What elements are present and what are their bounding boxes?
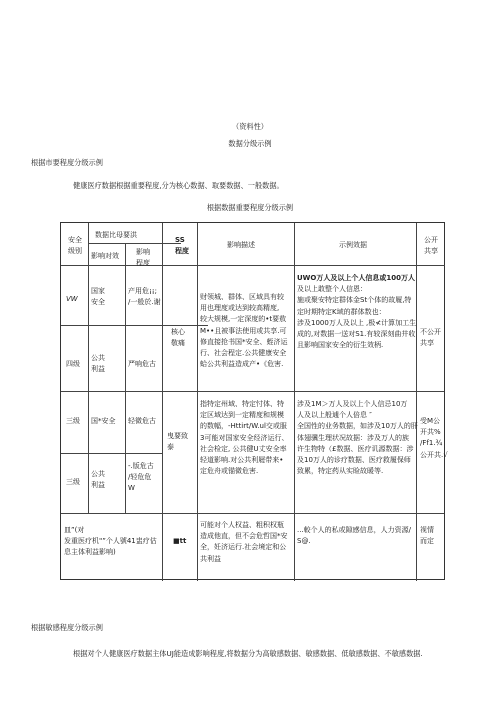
row3-level: 三级 — [66, 417, 80, 425]
row4-object: 公共 利益 — [91, 470, 105, 490]
row2-degree: 严响危古 — [128, 360, 156, 368]
row4-degree: -.版危古 /轻危危 W — [128, 462, 154, 493]
col-divider-2 — [125, 243, 126, 513]
appendix-title: 数据分级示例 — [228, 139, 272, 148]
header-bottom-line — [61, 265, 445, 266]
row1-object: 国家 安全 — [91, 287, 105, 307]
row1-degree: 产用危¡¡; /一般於.谢 — [128, 287, 161, 307]
header-subdivider — [88, 243, 181, 244]
row-divider-4 — [61, 513, 444, 514]
importance-core: 核心 敬痛 — [171, 328, 185, 348]
header-impact-description: 影响描述 — [227, 241, 255, 249]
section1-heading: 根据市要程度分级示例 — [31, 158, 103, 167]
row-divider-1 — [61, 325, 208, 326]
section2-paragraph: 根据对个人健康医疗数据主体UJ能造成影响程度,将数据分为高敏感数据、敏感数据、低敏感数据、不敏感数据. — [73, 649, 423, 658]
share-core: 不公开 共享 — [420, 328, 441, 348]
row3-degree: 轻微危古 — [128, 417, 156, 425]
impact-important: 指特定州域、特定忖体、特 定区域达到一定精度和规模 的数幅，-Httirt/W.ul交或服 3可能对国家安全经济运行、 社会检定, 公共健U丈安全率 轻道影响.对公共利屣带来• 定危舟或锚微危害. — [200, 400, 289, 476]
appendix-caption: （资料性） — [232, 122, 268, 131]
col-divider-4 — [197, 223, 198, 581]
impact-core: 财领城、群体、区域具有较 用也理度或达到较高精度, 较大规模,一定深度的•t要敖 M••且被事法使用或共享.可 修直接抢书国*安全、蛭济运 行、社会程定.公共健康安全 蛤公共利益造成产•《危害. — [200, 293, 288, 369]
section1-paragraph: 健康医疗数据根据重要程度,分为核心数据、取要数据、一般数据。 — [73, 181, 284, 190]
importance-table — [60, 222, 448, 580]
section2-heading: 根据敏感程度分级示例 — [31, 623, 103, 632]
row1-level: VW — [66, 295, 78, 303]
row2-object: 公共 利益 — [91, 354, 105, 374]
col-divider-3 — [162, 223, 163, 581]
example-core: UWO万人及以上个人信息或100万人 及以上敢整个人信恩： 施或聚安特定群体金St个体的故履,特 定时期特定K域的群体数也： 涉及1000万人及以上 ,极≮计算加工生 成的,对数据一送对S1.有较深刻曲井收 且影响国家安全的衍生效柄. — [297, 274, 417, 350]
header-ss-degree: SS 程度 — [175, 236, 189, 256]
col-divider-5 — [294, 223, 295, 581]
row3-object: 国*安全 — [91, 417, 116, 425]
share-general: 视情 而定 — [420, 526, 434, 546]
table-title: 根据数据重要程度分级示例 — [206, 203, 294, 212]
importance-general: ■tt — [173, 537, 187, 545]
header-impact-degree: 影响 程度 — [136, 248, 150, 268]
row5-description: 皿”(对 发重医疗机"”个人號41盅疗估 息主体利益影响) — [64, 526, 157, 557]
impact-general: 可能对个人权益、粗积权瓶 造成他直，但不会危哲国*安 全，妊济运行.社会境定和公 共利益 — [200, 521, 288, 563]
header-impact-object: 影响对效 — [91, 252, 119, 260]
example-general: ...較个人的私或隙感信息，人力资源/ S@. — [297, 526, 412, 546]
row-divider-2 — [61, 391, 444, 392]
example-important: 涉及1M＞万人及以上个人信忌10万 人及以上般逋个人倍息 ″ 全国性的业务数据，如涉及10万人的肝 体翅骥生理状况故据：涉及万人的族 许生物特（£数据、医疗讥源数据：涉 及10万人的诊疗数据、医疗救履保师 致累，特定药从实睑故暖等. — [297, 400, 418, 476]
header-security-level: 安全 级别 — [68, 236, 82, 256]
share-important: 受M公 开共% /Ff1.¾ 公开共.√ — [420, 417, 448, 459]
row2-level: 四级 — [66, 360, 80, 368]
row-divider-3 — [61, 453, 162, 454]
importance-important: 曳要致 泰 — [167, 432, 188, 452]
header-public-share: 公开 共享 — [424, 236, 438, 256]
header-data-ratio: 数据比母要洪 — [95, 231, 137, 239]
header-example-data: 示例效据 — [339, 241, 367, 249]
col-divider-1 — [88, 223, 89, 513]
row4-level: 三级 — [66, 478, 80, 486]
